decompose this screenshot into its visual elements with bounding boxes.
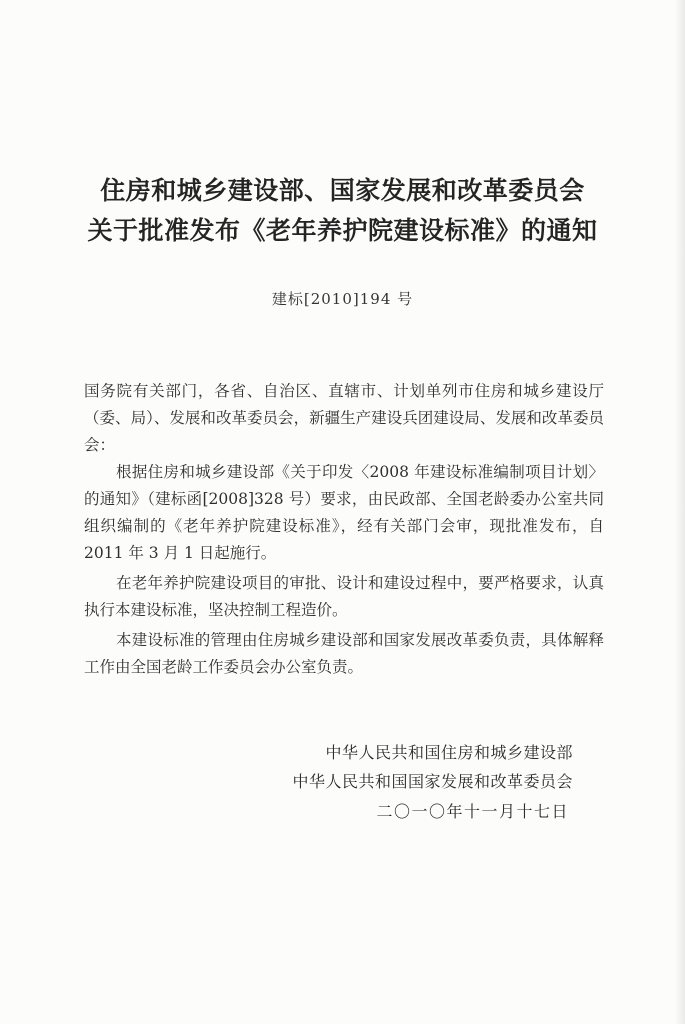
body-paragraph-management: 本建设标准的管理由住房城乡建设部和国家发展改革委负责，具体解释工作由全国老龄工作委员会办公室负责。 bbox=[84, 631, 604, 676]
body-paragraph-approval: 根据住房和城乡建设部《关于印发〈2008 年建设标准编制项目计划〉的通知》（建标函[2008]328 号）要求，由民政部、全国老龄委办公室共同组织编制的《老年养护院建设标准》，经有关部门会审，现批准发布，自 2011 年 3 月 1 日起施行。 bbox=[84, 463, 604, 562]
page-edge-shadow bbox=[675, 0, 685, 1024]
signatory-ministry-housing: 中华人民共和国住房和城乡建设部 bbox=[325, 743, 573, 762]
issue-date: 二〇一〇年十一月十七日 bbox=[376, 802, 569, 821]
addressee-paragraph: 国务院有关部门，各省、自治区、直辖市、计划单列市住房和城乡建设厅（委、局）、发展和改革委员会，新疆生产建设兵团建设局、发展和改革委员会： bbox=[84, 382, 604, 454]
notice-body bbox=[84, 378, 604, 681]
notice-title-line-2: 关于批准发布《老年养护院建设标准》的通知 bbox=[87, 216, 598, 245]
document-number: 建标[2010]194 号 bbox=[271, 290, 414, 308]
notice-title-line-1: 住房和城乡建设部、国家发展和改革委员会 bbox=[100, 176, 585, 205]
signatory-ndrc: 中华人民共和国国家发展和改革委员会 bbox=[292, 772, 573, 791]
body-paragraph-requirements: 在老年养护院建设项目的审批、设计和建设过程中，要严格要求，认真执行本建设标准，坚决控制工程造价。 bbox=[84, 574, 604, 619]
